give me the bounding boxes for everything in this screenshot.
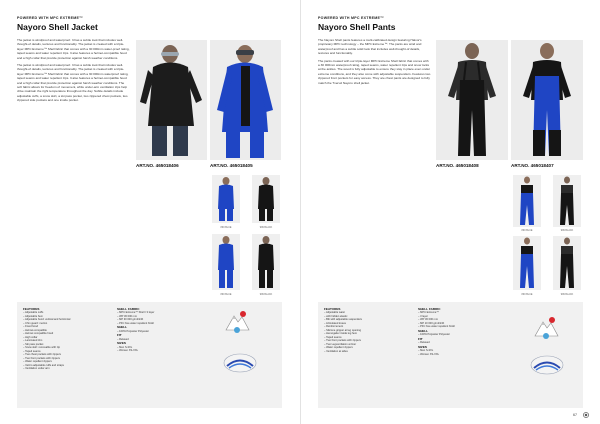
model-blue-jacket-illustration xyxy=(210,40,281,160)
shell-item: – 100% Polyester Polyester xyxy=(117,330,154,334)
feature-item: – Articulated knees xyxy=(324,322,362,326)
jacket-fabric-specs xyxy=(117,307,154,353)
feature-item: – Helmet compatible hood xyxy=(23,332,70,336)
pants-variant-thumb-1[interactable] xyxy=(513,175,541,227)
pants-title: Nayoro Shell Pants xyxy=(318,22,396,32)
pants-variant-thumb-4[interactable] xyxy=(553,236,581,290)
feature-item: – Adjustable cuffs xyxy=(23,311,70,315)
jacket-art-number-2: ART.NO. 465018405 xyxy=(210,163,253,168)
pants-variant-caption-3: 890 BLUE xyxy=(521,293,533,296)
jacket-features-heading: FEATURES xyxy=(23,307,40,311)
feature-item: – Snow skirt: removable with zip xyxy=(23,346,70,350)
fabric-item: – MPC Extreme™ Shell / 3 layer xyxy=(117,311,154,315)
model-black-jacket-illustration xyxy=(136,40,207,160)
sizes-heading: SIZES xyxy=(117,341,126,346)
fabric-item: – WP 30 000 mm xyxy=(117,315,154,319)
fabric-item: – MP 30 000 g/m2/24h xyxy=(117,318,154,322)
pants-paragraph-2: The pants created with our triple-layer MPC Extreme Shell fabric that comes with a 30 000mm waterproof rating, taped seams, water repellent zips and snow locks at the ankles. The wood is fully adjustable to ensure they stay in place even under extreme conditions, and they also come with adjustable suspenders. Features two zippered front pockets for easy access. They are chest pants are designed to fully match the Tverud Nayoro shell jacket. xyxy=(318,58,431,85)
feature-item: – Taped seams xyxy=(324,336,362,340)
pants-fabric-specs xyxy=(418,307,455,356)
feature-item: – Reinforcement xyxy=(324,325,362,329)
fit-item: – Relaxed xyxy=(117,338,154,342)
fabric-item: – WP 30 000 mm xyxy=(418,318,455,322)
pants-variant-caption-2: 999 BLACK xyxy=(560,229,574,232)
feature-item: – Hemogaiter inside leg hem xyxy=(324,332,362,336)
feature-item: – High collar xyxy=(23,336,70,340)
feature-item: – Adjustable hem xyxy=(23,315,70,319)
jacket-variant-thumb-4[interactable] xyxy=(252,234,280,290)
size-item: – Men S-3XL xyxy=(418,349,455,353)
feature-item: – Two front pockets with zippers xyxy=(324,339,362,343)
feature-item: – Water repellent zippers xyxy=(324,346,362,350)
jacket-paragraph-1: The jacket is windproof and waterproof. It has a subtle look that includes well-thought-of details, textures and functionality. The jacket is created with a triple-layer MPC Extreme™ Shell fabric that comes with a 30 000mm water-proof rating, taped seams and water repellent zips. It also features a helmet-compatible hood and a high collar that provide protection against harsh weather conditions. xyxy=(17,38,130,60)
pants-art-number-1: ART.NO. 465018408 xyxy=(436,163,479,168)
fabric-item: – MPC Extreme™ xyxy=(418,311,455,315)
feature-item: – Ventilation at sides xyxy=(324,350,362,354)
feature-item: – Taped seams xyxy=(23,350,70,354)
mountain-badge-icon xyxy=(532,312,560,342)
feature-item: – Adjustable waist xyxy=(324,311,362,315)
shell-heading: SHELL xyxy=(117,325,128,330)
fabric-item: – MP 10 000 g/m2/24h xyxy=(418,322,455,326)
jacket-photo-blue xyxy=(210,40,281,160)
pants-photo-blue xyxy=(511,40,583,160)
pants-description xyxy=(318,38,431,88)
jacket-description xyxy=(17,38,130,106)
size-item: – Women XS-XXL xyxy=(418,353,455,357)
jacket-spec-panel xyxy=(17,302,282,408)
feature-item: – Velcro adjustable cuffs and straps xyxy=(23,364,70,368)
feature-item: – Water repellent zippers xyxy=(23,360,70,364)
feature-item: – Two front pockets with zippers xyxy=(23,357,70,361)
jacket-features xyxy=(23,307,70,371)
pants-variant-thumb-2[interactable] xyxy=(553,175,581,227)
mountain-badge-icon xyxy=(223,306,251,336)
jacket-photo-black xyxy=(136,40,207,160)
pants-eyebrow: POWERED WITH MPC EXTREME™ xyxy=(318,16,384,20)
jacket-title: Nayoro Shell Jacket xyxy=(17,22,98,32)
fabric-heading: SHELL FABRIC xyxy=(117,307,140,311)
feature-item: – Ventilation under arm xyxy=(23,367,70,371)
fabric-item: – PFC free water repellent finish xyxy=(117,322,154,326)
pants-spec-panel xyxy=(318,302,583,408)
feature-item: – Adjustable hood: vertical and horizontal xyxy=(23,318,70,322)
pants-photo-black xyxy=(436,40,508,160)
jacket-variant-thumb-1[interactable] xyxy=(212,175,240,223)
feature-item: – Ski pass pocket xyxy=(23,343,70,347)
sizes-heading: SIZES xyxy=(418,344,427,349)
pants-features-heading: FEATURES xyxy=(324,307,341,311)
feature-item: – with hidden elastic xyxy=(324,315,362,319)
model-black-pants-illustration xyxy=(436,40,508,160)
fabric-item: – PFC free water repellent finish xyxy=(418,325,455,329)
feature-item: – Two Legventilation at liner xyxy=(324,343,362,347)
shell-item: – 100% Polyester Polyester xyxy=(418,333,455,337)
jacket-variant-caption-1: 890 BLUE xyxy=(220,226,232,229)
feature-item: – Laminated trim xyxy=(23,339,70,343)
jacket-variant-thumb-2[interactable] xyxy=(252,175,280,223)
fit-heading: FIT xyxy=(117,333,122,338)
fit-heading: FIT xyxy=(418,336,423,341)
feature-item: – Bib with adjustable suspenders xyxy=(324,318,362,322)
pants-variant-caption-4: 999 BLACK xyxy=(560,293,574,296)
jacket-variant-caption-3: 890 BLUE xyxy=(220,293,232,296)
jacket-art-number-1: ART.NO. 465018406 xyxy=(136,163,179,168)
size-item: – Men S-3XL xyxy=(117,346,154,350)
size-item: – Women XS-XXL xyxy=(117,349,154,353)
fabric-item: – 3 layer xyxy=(418,315,455,319)
page-number: 67 xyxy=(573,413,577,417)
pants-features xyxy=(324,307,362,353)
pants-variant-thumb-3[interactable] xyxy=(513,236,541,290)
jacket-variant-caption-4: 999 BLACK xyxy=(259,293,273,296)
shell-heading: SHELL xyxy=(418,328,429,333)
pants-art-number-2: ART.NO. 465018407 xyxy=(511,163,554,168)
fabric-heading: SHELL FABRIC xyxy=(418,307,441,311)
feature-item: – Helmet-compatible xyxy=(23,329,70,333)
brand-badge-icon xyxy=(530,354,564,376)
pants-paragraph-1: The Nayoro Shell pants features a multi-calibrated design featuring Halvor's proprietary MPC technology – the MPC Extreme™. The pants are wind and waterproof and has a subtle solid look that includes well-thought-of details, textures and functionality. xyxy=(318,38,422,56)
jacket-variant-caption-2: 999 BLACK xyxy=(259,226,273,229)
jacket-variant-thumb-3[interactable] xyxy=(212,234,240,290)
model-blue-pants-illustration xyxy=(511,40,583,160)
jacket-eyebrow: POWERED WITH MPC EXTREME™ xyxy=(17,16,83,20)
brand-badge-icon xyxy=(223,352,257,374)
brand-mark-icon xyxy=(583,412,589,418)
jacket-paragraph-2: The jacket is windproof and waterproof. It has a subtle look that includes well-thought-of details, textures and functionality. The jacket is created with a triple-layer MPC Extreme™ Shell fabric that comes with a 30 000mm waterproof rating, taped seams and water repellent zips. It also features a helmet-compatible hood and a high collar that provide protection against harsh weather conditions. The soft fabric allows for freedom of movement, while under-arm ventilation zips help drive maintain the right temperature throughout the day. Subtle details include adjustable cuffs, a snow skirt, a ski pass pocket, two zippered chest pockets, two zippered side pockets and one inside pocket. xyxy=(17,63,129,103)
feature-item: – Two chest pockets with zippers xyxy=(23,353,70,357)
pants-page xyxy=(300,0,600,424)
pants-variant-caption-1: 890 BLUE xyxy=(521,229,533,232)
feature-item: – Fixed hood xyxy=(23,325,70,329)
feature-item: – Silicone gripper at leg opening xyxy=(324,329,362,333)
fit-item: – Relaxed xyxy=(418,341,455,345)
feature-item: – Chin guard: merino xyxy=(23,322,70,326)
